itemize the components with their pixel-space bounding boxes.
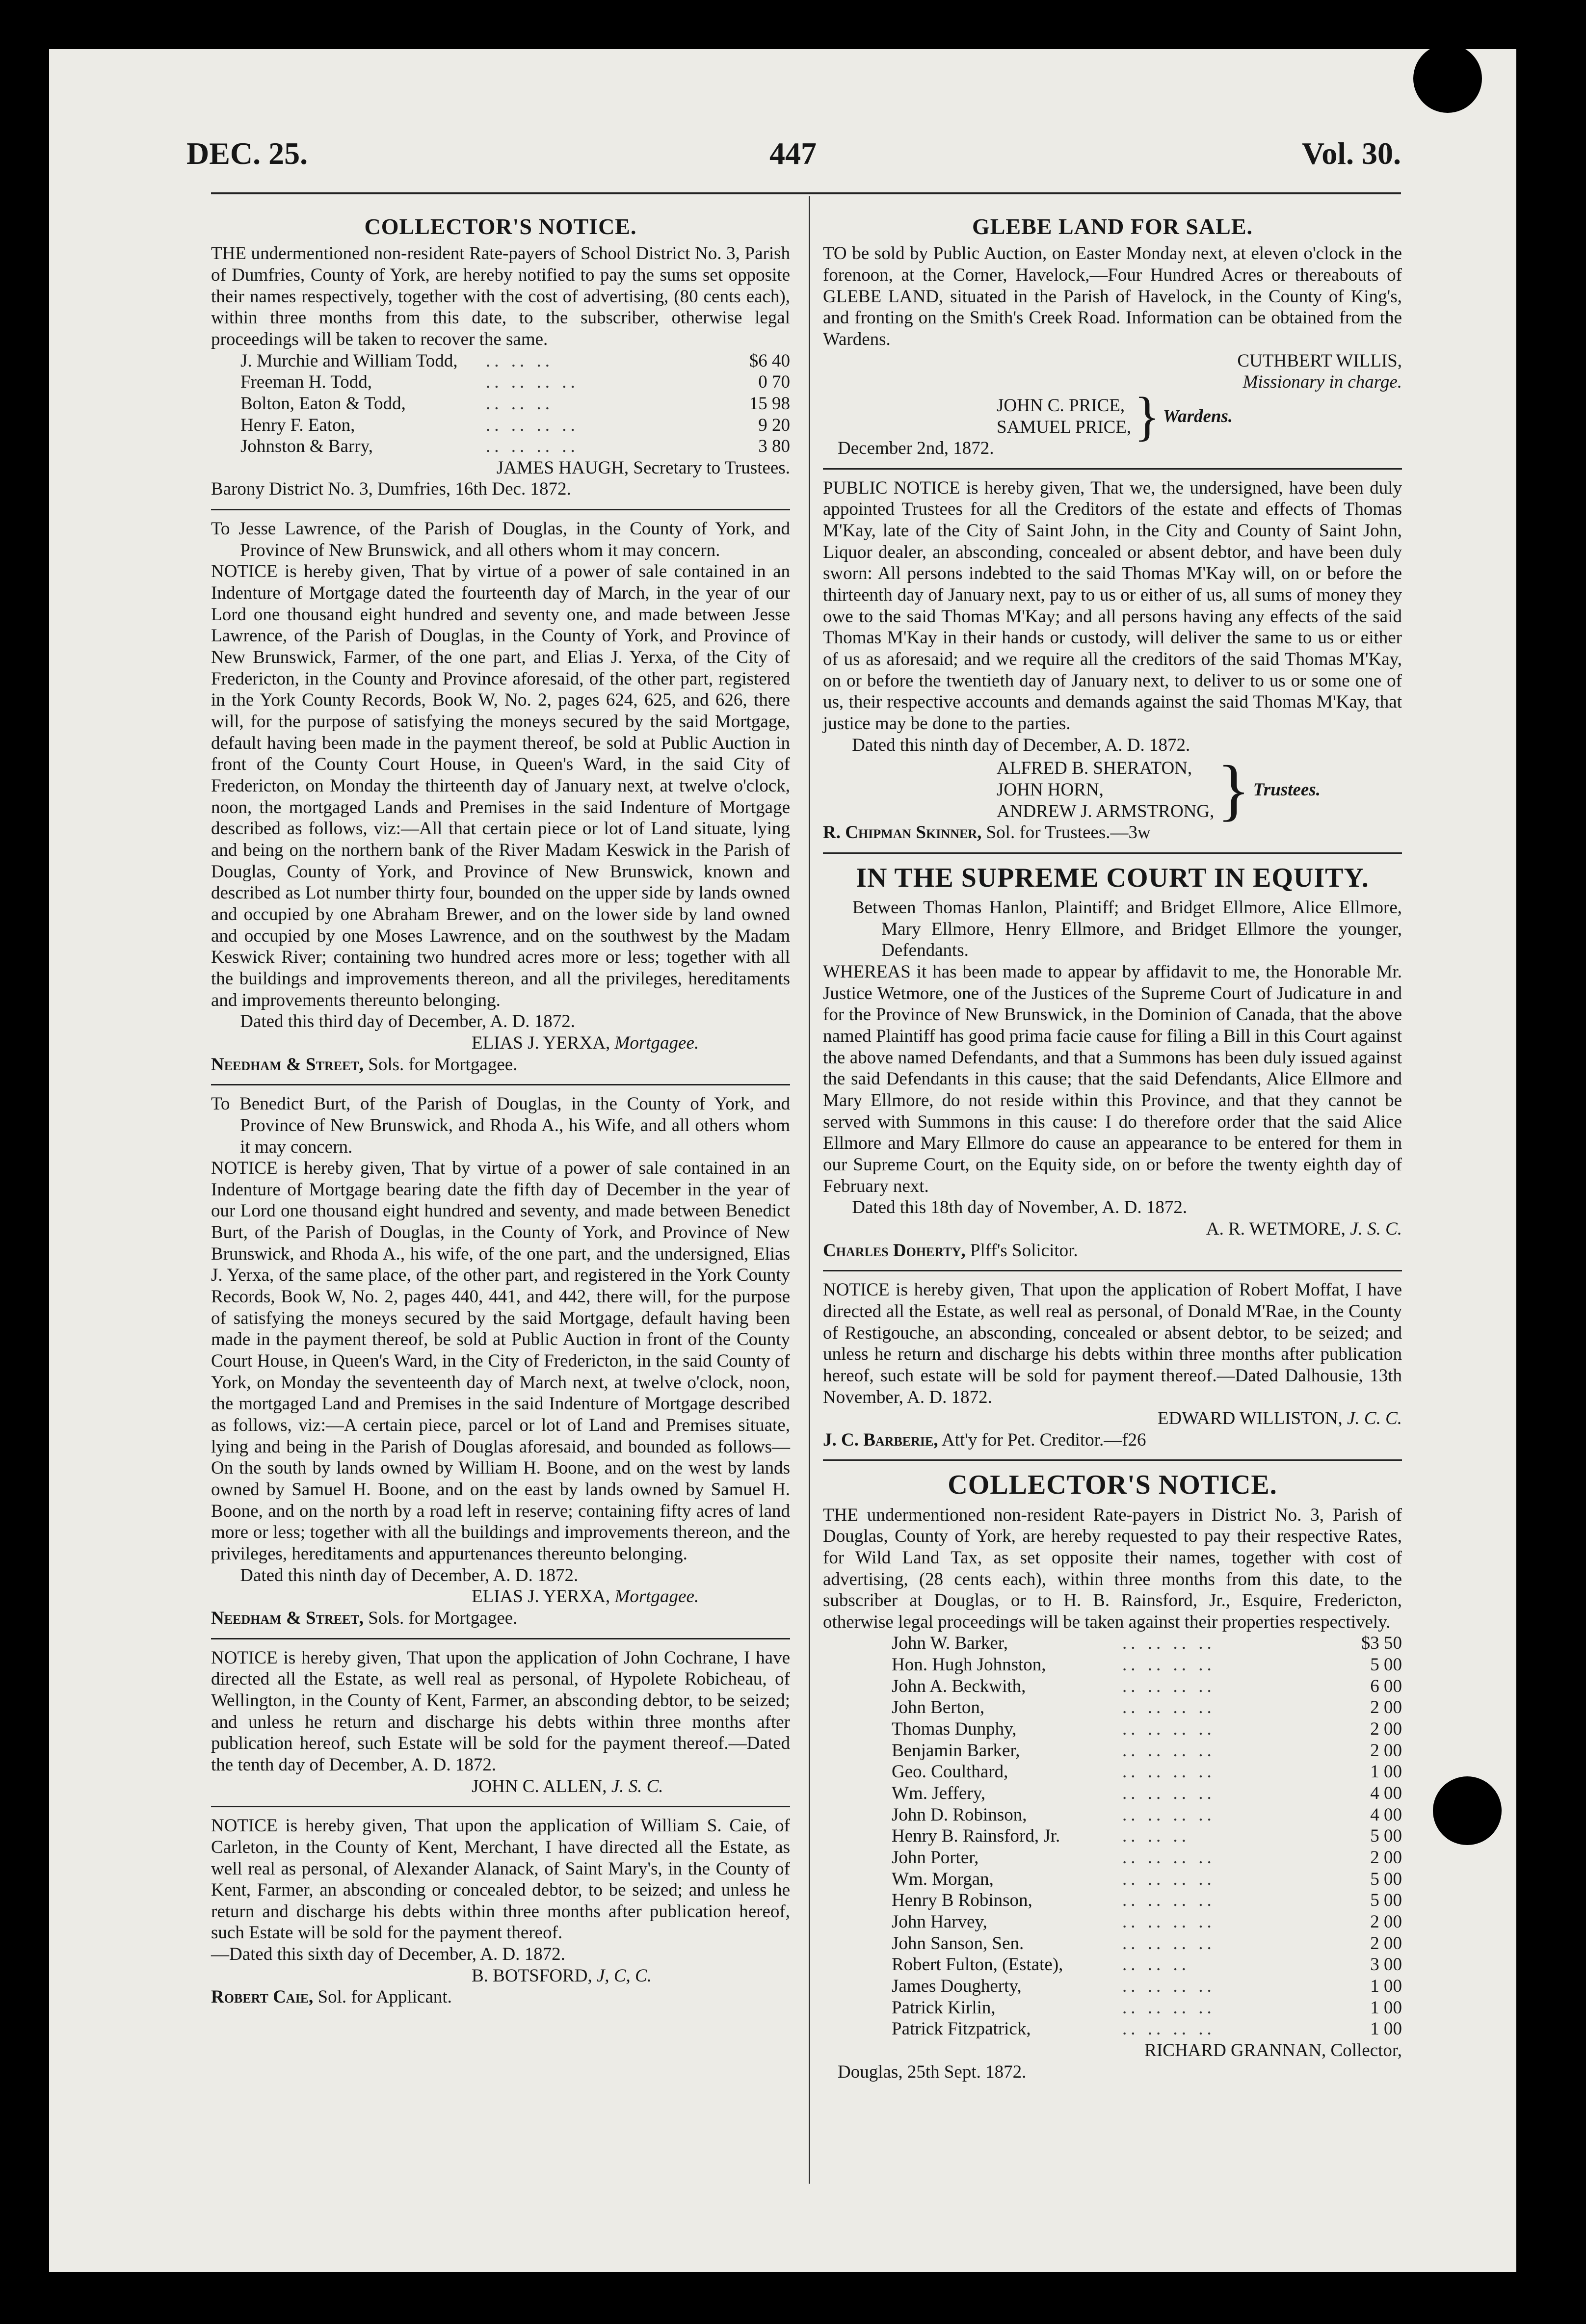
- rate-row: [852, 1718, 1402, 1740]
- notice-title: COLLECTOR'S NOTICE.: [364, 214, 637, 239]
- rate-amount: 1 00: [1370, 1997, 1402, 2018]
- rate-name: Thomas Dunphy,: [892, 1719, 1017, 1740]
- rate-name: John Berton,: [892, 1697, 985, 1718]
- signatory: JOHN C. ALLEN,: [472, 1776, 607, 1796]
- notice-body: NOTICE is hereby given, That upon the application of William S. Caie, of Carleton, in the County of Kent, Merchant, I have directed all the Estate, as well real as personal, of Alexander Alanack, of Saint Mary's, in the County of Kent, Farmer, an absconding or concealed debtor, to be seized; and unless he return and discharge his debts within three months after publication hereof, such Estate will be sold for the payment thereof.: [211, 1816, 790, 1943]
- absconding-debtor-notice-alanack: [211, 1815, 790, 2008]
- signatory-role: Mortgagee.: [614, 1586, 699, 1607]
- rate-amount: 1 00: [1370, 1976, 1402, 1996]
- signatory: EDWARD WILLISTON,: [1157, 1408, 1343, 1429]
- trustees-block: [997, 751, 1402, 828]
- rate-name: Bolton, Eaton & Todd,: [240, 393, 406, 414]
- rate-amount: 15 98: [749, 393, 790, 414]
- rate-amount: 9 20: [758, 415, 790, 435]
- notice-title: GLEBE LAND FOR SALE.: [972, 214, 1253, 239]
- rate-leader: .. .. .. ..: [1122, 1997, 1216, 2018]
- rate-row: [852, 1954, 1402, 1976]
- notice-title: COLLECTOR'S NOTICE.: [948, 1470, 1277, 1501]
- rate-amount: 0 70: [758, 372, 790, 393]
- punch-hole-middle: [1433, 1776, 1502, 1845]
- absconding-debtor-notice-robicheau: [211, 1647, 790, 1797]
- notice-title: IN THE SUPREME COURT IN EQUITY.: [856, 862, 1369, 893]
- solicitors: [211, 1054, 790, 1076]
- rate-leader: .. .. .. ..: [1122, 1740, 1216, 1761]
- notice-date: December 2nd, 1872.: [838, 438, 994, 459]
- divider: [211, 509, 790, 510]
- solicitor-role: Plff's Solicitor.: [970, 1240, 1078, 1261]
- solicitors: [211, 1986, 790, 2008]
- rate-name: Wm. Morgan,: [892, 1869, 994, 1889]
- rate-amount: 2 00: [1370, 1933, 1402, 1954]
- divider: [823, 852, 1402, 854]
- rate-row: [852, 1890, 1402, 1911]
- rate-leader: .. .. .. ..: [1122, 1848, 1216, 1868]
- rate-amount: $6 40: [749, 350, 790, 371]
- rate-name: James Dougherty,: [892, 1976, 1022, 1996]
- warden-name: SAMUEL PRICE,: [997, 417, 1132, 437]
- rate-leader: .. .. .. ..: [1122, 2019, 1216, 2039]
- signatory: ELIAS J. YERXA,: [472, 1586, 610, 1607]
- notice-date: Dated this 18th day of November, A. D. 1872.: [852, 1197, 1188, 1218]
- solicitor-role: Sol. for Trustees.—3w: [986, 822, 1151, 843]
- rate-row: [852, 1783, 1402, 1804]
- notice-signature: [823, 1218, 1402, 1240]
- rate-amount: 2 00: [1370, 1740, 1402, 1761]
- signatory-role: J. S. C.: [1350, 1218, 1402, 1239]
- rate-amount: 4 00: [1370, 1804, 1402, 1825]
- rate-amount: 4 00: [1370, 1783, 1402, 1804]
- signatory-role: J, C, C.: [596, 1965, 652, 1986]
- rate-row: [852, 1997, 1402, 2019]
- rate-name: Hon. Hugh Johnston,: [892, 1655, 1046, 1675]
- rate-name: John Porter,: [892, 1848, 979, 1868]
- solicitor-name: R. Chipman Skinner,: [823, 822, 982, 843]
- notice-date: —Dated this sixth day of December, A. D. 1872.: [211, 1944, 565, 1965]
- rate-name: Geo. Coulthard,: [892, 1762, 1008, 1782]
- trustee-name: JOHN HORN,: [997, 780, 1104, 800]
- header-date: DEC. 25.: [186, 136, 308, 171]
- solicitor-name: J. C. Barberie,: [823, 1429, 938, 1450]
- rate-name: Patrick Fitzpatrick,: [892, 2019, 1031, 2039]
- rate-name: Henry B Robinson,: [892, 1890, 1032, 1911]
- mortgage-sale-notice-lawrence: [211, 518, 790, 1075]
- wardens-names: [997, 395, 1131, 438]
- solicitor-firm: Needham & Street,: [211, 1054, 364, 1075]
- warden-name: JOHN C. PRICE,: [997, 395, 1125, 416]
- notice-signature: [472, 1776, 790, 1797]
- signatory: B. BOTSFORD,: [472, 1965, 592, 1986]
- wardens-block: [997, 386, 1402, 447]
- brace-glyph: }: [1134, 386, 1160, 447]
- divider: [823, 1459, 1402, 1461]
- rate-leader: .. .. .. ..: [486, 372, 579, 393]
- rate-name: Johnston & Barry,: [240, 436, 373, 457]
- rate-name: Freeman H. Todd,: [240, 372, 372, 393]
- notice-date: Dated this third day of December, A. D. 1872.: [240, 1011, 576, 1032]
- notice-signature: [823, 1408, 1402, 1429]
- header-volume: Vol. 30.: [1301, 136, 1401, 171]
- notice-body: TO be sold by Public Auction, on Easter Monday next, at eleven o'clock in the forenoon, at the Corner, Havelock,—Four Hundred Acres or thereabouts of GLEBE LAND, situated in the Parish of Havelock, in the County of King's, and fronting on the Smith's Creek Road. Information can be obtained from the Wardens.: [823, 243, 1402, 349]
- rate-leader: .. .. ..: [1122, 1826, 1190, 1847]
- right-column: [823, 213, 1402, 2083]
- rate-amount: 2 00: [1370, 1719, 1402, 1740]
- rate-leader: .. .. .. ..: [1122, 1912, 1216, 1932]
- signatory-role: [823, 371, 1402, 393]
- rate-amount: 1 00: [1370, 2019, 1402, 2039]
- signatory-role: J. C. C.: [1347, 1408, 1402, 1429]
- signatory-role: Mortgagee.: [614, 1032, 699, 1053]
- rate-name: Henry F. Eaton,: [240, 415, 355, 435]
- mortgage-sale-notice-burt: [211, 1093, 790, 1629]
- divider: [823, 1270, 1402, 1271]
- rate-row: [240, 350, 790, 372]
- notice-body: NOTICE is hereby given, That by virtue of a power of sale contained in an Indenture of Mortgage bearing date the fifth day of December in the year of our Lord one thousand eight hundred and seventy, and made between Benedict Burt, of the Parish of Douglas, in the County of York, and Province of New Brunswick, and Rhoda A., his wife, of the one part, and the undersigned, Elias J. Yerxa, of the same place, of the other part, and registered in the York County Records, Book W, No. 2, pages 440, 441, and 442, there will, for the purpose of satisfying the moneys secured by the said Mortgage, default having been made in the payment thereof, be sold at Public Auction in front of the County Court House, in Queen's Ward, in the City of Fredericton, in the said County of York, on Monday the seventeenth day of March next, at twelve o'clock, noon, the mortgaged Land and Premises in the said Indenture of Mortgage described as follows, viz:—A certain piece, parcel or lot of Land and Premises situate, lying and being in the Parish of Douglas aforesaid, and bounded as follows—On the south by lands owned by William H. Boone, and on the west by lands owned by Samuel H. Boone, and on the east by lands owned by Samuel H. Boone, and on the north by a road left in reserve; containing fifty acres of land more or less; together with all the buildings and improvements thereon, and the privileges, hereditaments and appurtenances thereunto belonging.: [211, 1158, 790, 1564]
- trustees-role: Trustees.: [1253, 780, 1321, 800]
- case-parties: Between Thomas Hanlon, Plaintiff; and Bridget Ellmore, Alice Ellmore, Mary Ellmore, Henry Ellmore, and Bridget Ellmore the younger, Defendants.: [852, 898, 1402, 961]
- solicitor-role: Sols. for Mortgagee.: [368, 1054, 518, 1075]
- column-divider: [809, 196, 810, 2184]
- rate-leader: .. .. .. ..: [1122, 1976, 1216, 1996]
- rate-row: [852, 1654, 1402, 1676]
- rate-name: Patrick Kirlin,: [892, 1997, 996, 2018]
- rate-name: Henry B. Rainsford, Jr.: [892, 1826, 1060, 1847]
- rate-row: [852, 1633, 1402, 1654]
- rate-leader: .. .. .. ..: [1122, 1783, 1216, 1804]
- rate-table: [823, 1633, 1402, 2039]
- signatory-role: J. S. C.: [611, 1776, 663, 1796]
- rate-row: [240, 371, 790, 393]
- solicitors: [211, 1608, 790, 1629]
- rate-name: John Harvey,: [892, 1912, 987, 1932]
- solicitor-firm: Needham & Street,: [211, 1608, 364, 1628]
- rate-amount: 5 00: [1370, 1869, 1402, 1889]
- rate-row: [852, 1825, 1402, 1847]
- solicitor-name: Robert Caie,: [211, 1987, 314, 2007]
- rate-name: Robert Fulton, (Estate),: [892, 1954, 1063, 1975]
- notice-body: WHEREAS it has been made to appear by affidavit to me, the Honorable Mr. Justice Wetmore, one of the Justices of the Supreme Court of Judicature in and for the Province of New Brunswick, in the Dominion of Canada, that the above named Plaintiff has good prima facie cause for filing a Bill in this Court against the above named Defendants, and that a Summons has been duly issued against the said Defendants in this cause; that the said Defendants, Alice Ellmore and Mary Ellmore, do not reside within this Province, and that they cannot be served with Summons in this cause: I do therefore order that the said Alice Ellmore and Mary Ellmore do cause an appearance to be entered for them in our Supreme Court, on the Equity side, on or before the twenty eighth day of February next.: [823, 962, 1402, 1196]
- notice-date: Dated this ninth day of December, A. D. 1872.: [240, 1565, 579, 1585]
- solicitors: [823, 822, 1402, 844]
- notice-addressee: To Jesse Lawrence, of the Parish of Douglas, in the County of York, and Province of New Brunswick, and all others whom it may concern.: [211, 519, 790, 560]
- rate-row: [852, 2018, 1402, 2040]
- rate-leader: .. .. .. ..: [1122, 1655, 1216, 1675]
- solicitor-role: Att'y for Pet. Creditor.—f26: [941, 1429, 1146, 1450]
- notice-date: Dated this ninth day of December, A. D. 1872.: [852, 735, 1190, 755]
- rate-name: John W. Barker,: [892, 1633, 1008, 1654]
- notice-signature: RICHARD GRANNAN, Collector,: [1144, 2040, 1402, 2060]
- rate-leader: .. .. ..: [486, 350, 554, 371]
- notice-signature: JAMES HAUGH, Secretary to Trustees.: [496, 457, 790, 478]
- notice-body: NOTICE is hereby given, That upon the application of John Cochrane, I have directed all the Estate, as well real as personal, of Hypolete Robicheau, of Wellington, in the County of Kent, Farmer, an absconding debtor, to be seized; and unless he return and discharge his debts within three months after publication hereof, such Estate will be sold for the payment thereof.—Dated the tenth day of December, A. D. 1872.: [211, 1647, 790, 1775]
- signatory: ELIAS J. YERXA,: [472, 1032, 610, 1053]
- rate-row: [852, 1697, 1402, 1718]
- rate-name: John A. Beckwith,: [892, 1676, 1026, 1696]
- notice-signature: [472, 1032, 790, 1054]
- notice-addressee: To Benedict Burt, of the Parish of Douglas, in the County of York, and Province of New Brunswick, and Rhoda A., his Wife, and all others whom it may concern.: [211, 1094, 790, 1157]
- trustee-name: ALFRED B. SHERATON,: [997, 758, 1192, 779]
- rate-row: [240, 436, 790, 457]
- divider: [211, 1806, 790, 1807]
- rate-leader: .. .. .. ..: [1122, 1719, 1216, 1740]
- rate-leader: .. .. .. ..: [1122, 1804, 1216, 1825]
- solicitor-name: Charles Doherty,: [823, 1240, 966, 1261]
- notice-place: Douglas, 25th Sept. 1872.: [838, 2061, 1027, 2082]
- rate-name: Wm. Jeffery,: [892, 1783, 986, 1804]
- rate-amount: 6 00: [1370, 1676, 1402, 1696]
- collector-notice-douglas: [823, 1469, 1402, 2083]
- rate-row: [852, 1676, 1402, 1697]
- rate-row: [852, 1804, 1402, 1826]
- page-header: [186, 135, 1401, 189]
- notice-body: NOTICE is hereby given, That upon the application of Robert Moffat, I have directed all the Estate, as well real as personal, of Donald M'Rae, in the County of Restigouche, an absconding, concealed or absent debtor, to be seized; and unless he return and discharge his debts within three months after publication hereof, such estate will be sold for payment thereof.—Dated Dalhousie, 13th November, A. D. 1872.: [823, 1280, 1402, 1407]
- rate-amount: 5 00: [1370, 1655, 1402, 1675]
- rate-row: [852, 1847, 1402, 1869]
- rate-leader: .. .. .. ..: [486, 415, 579, 435]
- rate-leader: .. .. ..: [486, 393, 554, 414]
- notice-signature: [472, 1965, 790, 1987]
- solicitor-role: Sol. for Applicant.: [317, 1987, 452, 2007]
- rate-amount: 1 00: [1370, 1762, 1402, 1782]
- trustee-name: ANDREW J. ARMSTRONG,: [997, 801, 1215, 821]
- signatory-role-text: Missionary in charge.: [1242, 372, 1402, 393]
- gazette-page: [49, 49, 1516, 2272]
- rate-amount: 2 00: [1370, 1848, 1402, 1868]
- notice-signature: [472, 1586, 790, 1608]
- absconding-debtor-notice-mrae: [823, 1279, 1402, 1451]
- rate-leader: .. .. ..: [1122, 1954, 1190, 1975]
- rate-table: [211, 350, 790, 457]
- punch-hole-top: [1413, 49, 1482, 113]
- rate-row: [852, 1740, 1402, 1762]
- rate-leader: .. .. .. ..: [486, 436, 579, 457]
- notice-signature: CUTHBERT WILLIS,: [1237, 350, 1402, 371]
- notice-body: PUBLIC NOTICE is hereby given, That we, the undersigned, have been duly appointed Trustees for all the Creditors of the estate and effects of Thomas M'Kay, late of the City of Saint John, in the City and County of Saint John, Liquor dealer, an absconding, concealed or absent debtor, and have been duly sworn: All persons indebted to the said Thomas M'Kay will, on or before the thirteenth day of January next, pay to us or either of us, all sums of money they owe to the said Thomas M'Kay; and all persons having any effects of the said Thomas M'Kay in their hands or custody, will deliver the same to us or either of us as aforesaid; and we require all the creditors of the said Thomas M'Kay, on or before the twentieth day of January next, to deliver to us or some one of us, their respective accounts and demands against the said Thomas M'Kay, that justice may be done to the parties.: [823, 477, 1402, 734]
- header-rule: [211, 192, 1401, 194]
- rate-leader: .. .. .. ..: [1122, 1933, 1216, 1954]
- collector-notice-dumfries: [211, 213, 790, 500]
- rate-amount: 2 00: [1370, 1697, 1402, 1718]
- rate-amount: 3 00: [1370, 1954, 1402, 1975]
- divider: [211, 1084, 790, 1085]
- rate-name: Benjamin Barker,: [892, 1740, 1020, 1761]
- rate-row: [240, 393, 790, 415]
- wardens-role: Wardens.: [1163, 406, 1233, 426]
- notice-body: THE undermentioned non-resident Rate-payers of School District No. 3, Parish of Dumfries, County of York, are hereby notified to pay the sums set opposite their names respectively, together with the cost of advertising, (80 cents each), within three months from this date, to the subscriber, otherwise legal proceedings will be taken to recover the same.: [211, 243, 790, 349]
- rate-row: [852, 1933, 1402, 1954]
- solicitors: [823, 1429, 1402, 1451]
- signatory: A. R. WETMORE,: [1206, 1218, 1346, 1239]
- divider: [211, 1638, 790, 1639]
- rate-amount: 3 80: [758, 436, 790, 457]
- rate-leader: .. .. .. ..: [1122, 1890, 1216, 1911]
- rate-amount: 5 00: [1370, 1890, 1402, 1911]
- rate-amount: 2 00: [1370, 1912, 1402, 1932]
- rate-row: [852, 1869, 1402, 1890]
- rate-row: [852, 1911, 1402, 1933]
- rate-leader: .. .. .. ..: [1122, 1633, 1216, 1654]
- rate-leader: .. .. .. ..: [1122, 1762, 1216, 1782]
- rate-row: [852, 1761, 1402, 1783]
- glebe-land-notice: [823, 213, 1402, 459]
- divider: [823, 468, 1402, 470]
- solicitor-role: Sols. for Mortgagee.: [368, 1608, 518, 1628]
- rate-row: [852, 1976, 1402, 1997]
- rate-name: John D. Robinson,: [892, 1804, 1027, 1825]
- rate-amount: 5 00: [1370, 1826, 1402, 1847]
- solicitors: [823, 1240, 1402, 1262]
- rate-amount: $3 50: [1361, 1633, 1402, 1654]
- notice-place: Barony District No. 3, Dumfries, 16th Dec. 1872.: [211, 479, 571, 500]
- trustees-notice-mkay: [823, 477, 1402, 844]
- left-column: [211, 213, 790, 2008]
- rate-leader: .. .. .. ..: [1122, 1869, 1216, 1889]
- rate-leader: .. .. .. ..: [1122, 1676, 1216, 1696]
- notice-body: THE undermentioned non-resident Rate-payers in District No. 3, Parish of Douglas, County of York, are hereby requested to pay their respective Rates, for Wild Land Tax, as set opposite their names, together with cost of advertising, (28 cents each), within three months from this date, to the subscriber at Douglas, or to H. B. Rainsford, Jr., Esquire, Fredericton, otherwise legal proceedings will be taken against their properties respectively.: [823, 1505, 1402, 1632]
- rate-name: John Sanson, Sen.: [892, 1933, 1024, 1954]
- supreme-court-equity-notice: [823, 862, 1402, 1261]
- brace-glyph: }: [1217, 751, 1250, 828]
- notice-body: NOTICE is hereby given, That by virtue of a power of sale contained in an Indenture of Mortgage dated the fourteenth day of March, in the year of our Lord one thousand eight hundred and seventy one, and made between Jesse Lawrence, of the Parish of Douglas, in the County of York, and Province of New Brunswick, Farmer, of the one part, and Elias J. Yerxa, of the City of Fredericton, in the County and Province aforesaid, of the other part, registered in the York County Records, Book W, No. 2, pages 624, 625, and 626, there will, for the purpose of satisfying the moneys secured by the said Mortgage, default having been made in the payment thereof, be sold at Public Auction in front of the County Court House, in Queen's Ward, in the said City of Fredericton, on Monday the thirteenth day of January next, at twelve o'clock, noon, the mortgaged Lands and Premises in the said Indenture of Mortgage described as follows, viz:—All that certain piece or lot of Land situate, lying and being on the northern bank of the River Madam Keswick in the Parish of Douglas, County of York, and Province of New Brunswick, known and described as Lot number thirty four, bounded on the upper side by lands owned and occupied by one Abraham Brewer, and on the lower side by land owned and occupied by one Moses Lawrence, and on the southwest by the Madam Keswick River; containing two hundred acres more or less; together with all the buildings and improvements thereon, and all the privileges, hereditaments and improvements thereunto belonging.: [211, 561, 790, 1010]
- rate-name: J. Murchie and William Todd,: [240, 350, 458, 371]
- rate-leader: .. .. .. ..: [1122, 1697, 1216, 1718]
- rate-row: [240, 415, 790, 436]
- trustees-names: [997, 758, 1214, 822]
- page-number: 447: [769, 136, 817, 171]
